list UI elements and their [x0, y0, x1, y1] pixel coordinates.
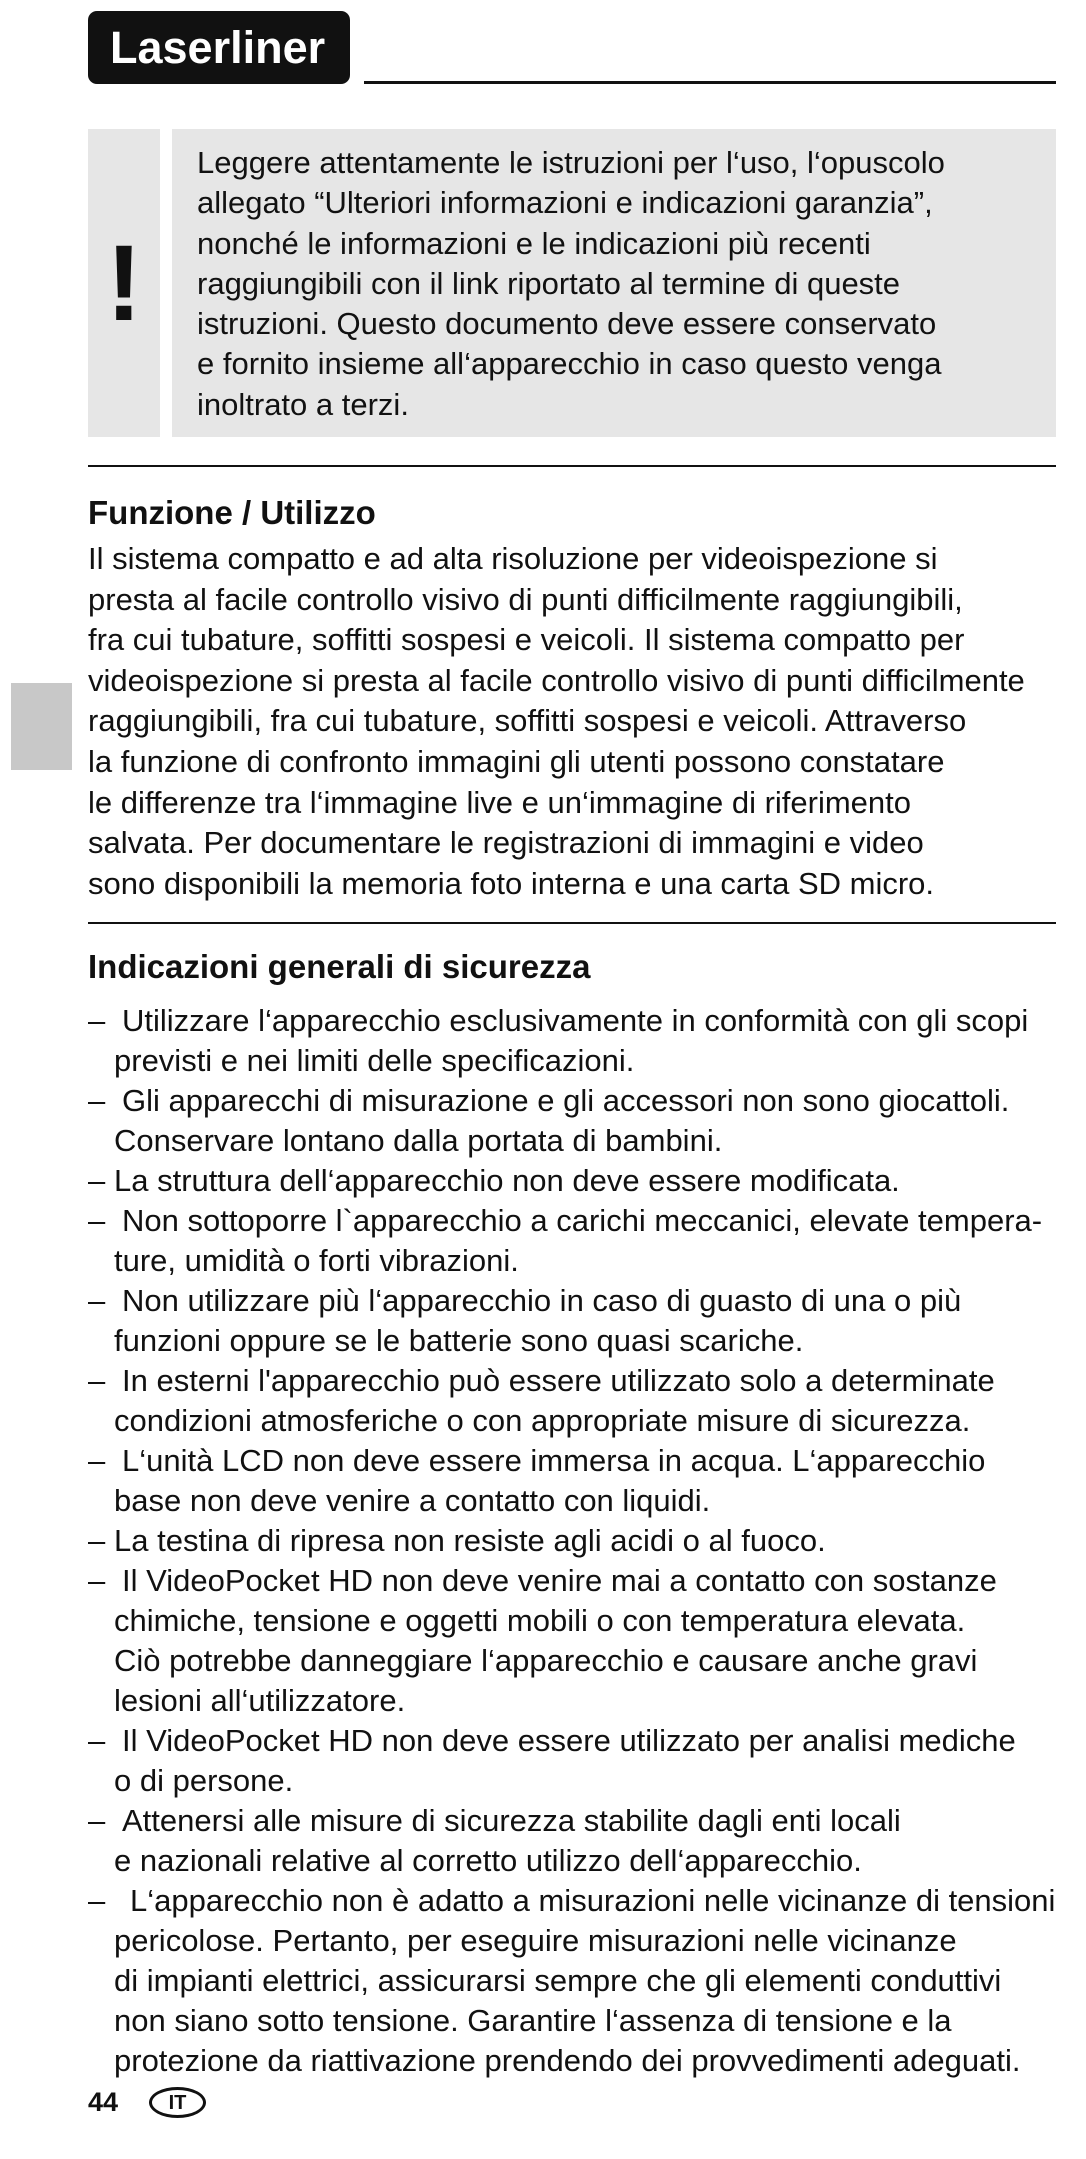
list-bullet: –: [88, 1803, 106, 1838]
list-bullet: –: [88, 1723, 106, 1758]
list-item-line: In esterni l'apparecchio può essere utilizzato solo a determinate: [122, 1363, 995, 1398]
list-bullet: –: [88, 1523, 106, 1558]
language-badge: IT: [149, 2087, 206, 2118]
list-item-line: Il VideoPocket HD non deve essere utilizzato per analisi mediche: [122, 1723, 1016, 1758]
list-item-line: funzioni oppure se le batterie sono quasi scariche.: [114, 1323, 804, 1358]
brand-logo: [88, 11, 350, 84]
list-bullet: –: [88, 1003, 106, 1038]
list-item-line: e nazionali relative al corretto utilizzo dell‘apparecchio.: [114, 1843, 862, 1878]
footer: [88, 2085, 218, 2121]
list-bullet: –: [88, 1883, 106, 1918]
list-item-line: Il VideoPocket HD non deve venire mai a contatto con sostanze: [122, 1563, 997, 1598]
list-item-line: Gli apparecchi di misurazione e gli accessori non sono giocattoli.: [122, 1083, 1010, 1118]
notice-icon-panel: [88, 129, 160, 437]
safety-list-item: [88, 1161, 1063, 1201]
safety-list-item: [88, 1441, 1063, 1521]
list-item-line: Utilizzare l‘apparecchio esclusivamente in conformità con gli scopi: [122, 1003, 1029, 1038]
list-item-line: pericolose. Pertanto, per eseguire misurazioni nelle vicinanze: [114, 1923, 957, 1958]
list-item-line: lesioni all‘utilizzatore.: [114, 1683, 406, 1718]
list-item-line: protezione da riattivazione prendendo dei provvedimenti adeguati.: [114, 2043, 1021, 2078]
logo-text: Laserliner: [110, 22, 326, 73]
paragraph-line: raggiungibili, fra cui tubature, soffitti sospesi e veicoli. Attraverso: [88, 703, 967, 739]
list-bullet: –: [88, 1443, 106, 1478]
notice-line: allegato “Ulteriori informazioni e indicazioni garanzia”,: [197, 185, 933, 221]
safety-list-item: [88, 1001, 1063, 1081]
exclamation-icon: !: [106, 222, 142, 343]
notice-line: e fornito insieme all‘apparecchio in caso questo venga: [197, 346, 942, 382]
paragraph-line: la funzione di confronto immagini gli utenti possono constatare: [88, 743, 945, 779]
list-bullet: –: [88, 1363, 106, 1398]
paragraph-line: videoispezione si presta al facile controllo visivo di punti difficilmente: [88, 662, 1025, 698]
section-title-function: Funzione / Utilizzo: [88, 494, 376, 531]
paragraph-line: salvata. Per documentare le registrazioni di immagini e video: [88, 825, 924, 861]
list-bullet: –: [88, 1283, 106, 1318]
notice-line: inoltrato a terzi.: [197, 386, 409, 422]
safety-list-item: [88, 1081, 1063, 1161]
list-item-line: Conservare lontano dalla portata di bambini.: [114, 1123, 723, 1158]
paragraph-line: presta al facile controllo visivo di punti difficilmente raggiungibili,: [88, 581, 963, 617]
safety-list-item: [88, 1801, 1063, 1881]
list-item-line: ture, umidità o forti vibrazioni.: [114, 1243, 519, 1278]
list-bullet: –: [88, 1163, 106, 1198]
list-item-line: Non utilizzare più l‘apparecchio in caso di guasto di una o più: [122, 1283, 962, 1318]
safety-list-item: [88, 1361, 1063, 1441]
side-tab-marker: [11, 683, 72, 770]
list-item-line: di impianti elettrici, assicurarsi sempre che gli elementi conduttivi: [114, 1963, 1002, 1998]
safety-list-item: [88, 1881, 1063, 2081]
list-bullet: –: [88, 1563, 106, 1598]
list-item-line: Attenersi alle misure di sicurezza stabilite dagli enti locali: [122, 1803, 901, 1838]
list-item-line: L‘unità LCD non deve essere immersa in acqua. L‘apparecchio: [122, 1443, 986, 1478]
paragraph-line: sono disponibili la memoria foto interna e una carta SD micro.: [88, 865, 935, 901]
notice-text: [172, 129, 1056, 437]
list-item-line: Ciò potrebbe danneggiare l‘apparecchio e causare anche gravi: [114, 1643, 978, 1678]
section-divider: [88, 465, 1056, 467]
list-bullet: –: [88, 1083, 106, 1118]
header-rule: [364, 81, 1056, 84]
safety-list-item: [88, 1521, 1063, 1561]
safety-list: [88, 1001, 1063, 2081]
list-item-line: L‘apparecchio non è adatto a misurazioni nelle vicinanze di tensioni: [130, 1883, 1056, 1918]
list-item-line: previsti e nei limiti delle specificazioni.: [114, 1043, 635, 1078]
list-item-line: o di persone.: [114, 1763, 294, 1798]
notice-box: [88, 129, 1056, 437]
list-item-line: condizioni atmosferiche o con appropriate misure di sicurezza.: [114, 1403, 971, 1438]
function-paragraph: [88, 539, 1025, 904]
safety-list-item: [88, 1201, 1063, 1281]
section-divider: [88, 922, 1056, 924]
paragraph-line: fra cui tubature, soffitti sospesi e veicoli. Il sistema compatto per: [88, 622, 965, 658]
safety-list-item: [88, 1561, 1063, 1721]
list-bullet: –: [88, 1203, 106, 1238]
list-item-line: chimiche, tensione e oggetti mobili o con temperatura elevata.: [114, 1603, 966, 1638]
safety-list-item: [88, 1721, 1063, 1801]
list-item-line: Non sottoporre l`apparecchio a carichi meccanici, elevate tempera-: [122, 1203, 1043, 1238]
notice-line: nonché le informazioni e le indicazioni più recenti: [197, 225, 871, 261]
page-number: 44: [88, 2087, 119, 2117]
list-item-line: La testina di ripresa non resiste agli acidi o al fuoco.: [114, 1523, 826, 1558]
paragraph-line: le differenze tra l‘immagine live e un‘immagine di riferimento: [88, 784, 912, 820]
section-title-safety: Indicazioni generali di sicurezza: [88, 948, 591, 985]
list-item-line: non siano sotto tensione. Garantire l‘assenza di tensione e la: [114, 2003, 952, 2038]
notice-line: istruzioni. Questo documento deve essere conservato: [197, 306, 937, 342]
notice-line: raggiungibili con il link riportato al termine di queste: [197, 265, 901, 301]
paragraph-line: Il sistema compatto e ad alta risoluzione per videoispezione si: [88, 541, 938, 576]
list-item-line: base non deve venire a contatto con liquidi.: [114, 1483, 711, 1518]
list-item-line: La struttura dell‘apparecchio non deve essere modificata.: [114, 1163, 900, 1198]
safety-list-item: [88, 1281, 1063, 1361]
notice-line: Leggere attentamente le istruzioni per l‘uso, l‘opuscolo: [197, 145, 945, 180]
